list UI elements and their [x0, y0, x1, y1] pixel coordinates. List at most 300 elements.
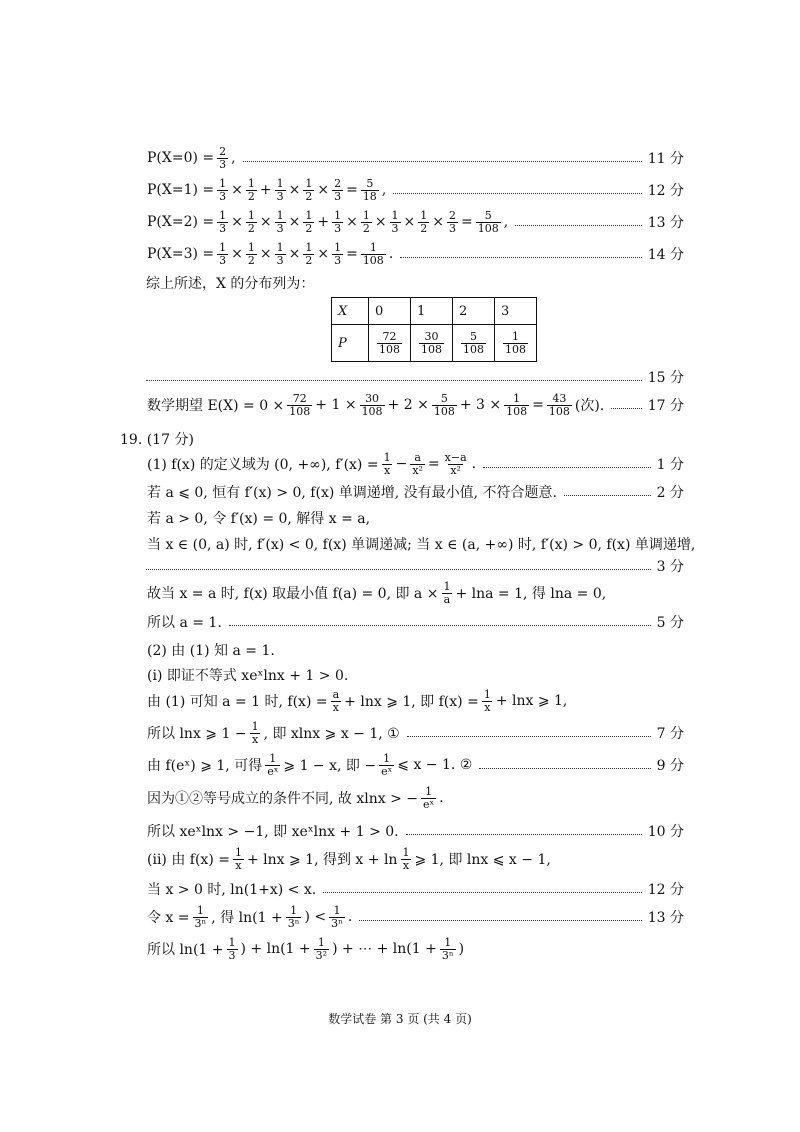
text-run: P(X=2) =: [147, 214, 215, 230]
expression: [146, 242, 394, 266]
fraction: [329, 905, 345, 929]
probability-line: [146, 209, 684, 235]
question-19-heading: 19. (17 分): [120, 432, 194, 448]
denominator: 3: [276, 189, 284, 203]
numerator: 1: [317, 935, 325, 949]
denominator: x²: [412, 463, 423, 477]
numerator: 1: [334, 240, 342, 254]
table-prob-row: [332, 325, 537, 362]
expression: [146, 847, 552, 871]
denominator: 3: [449, 221, 457, 235]
expression: [146, 178, 387, 202]
text-run: ) + ⋯ + ln(1 +: [332, 941, 437, 957]
text-run: ⩾ 1 − x, 即 −: [283, 758, 377, 774]
expression: [146, 786, 445, 810]
numerator: 1: [276, 240, 284, 254]
leader-dots: [323, 892, 642, 893]
fraction: [360, 393, 385, 417]
denominator: 3ⁿ: [331, 916, 343, 930]
numerator: 2: [219, 144, 227, 158]
text-run: 所以 ln(1 +: [147, 942, 224, 958]
text-run: ×: [432, 214, 445, 230]
solution-line: [146, 720, 684, 746]
text-run: 若 a > 0, 令 f′(x) = 0, 解得 x = a,: [147, 511, 371, 527]
denominator: x: [402, 858, 410, 872]
solution-line: [146, 936, 684, 962]
numerator: 1: [512, 329, 519, 343]
text-run: .: [471, 456, 477, 472]
fraction: [275, 210, 286, 234]
text-run: (ⅱ) 由 f(x) =: [147, 852, 230, 868]
text-run: ×: [288, 214, 301, 230]
numerator: 1: [269, 751, 277, 765]
numerator: 1: [383, 450, 391, 464]
text-run: ×: [231, 182, 243, 198]
text-run: (1) f(x) 的定义域为 (0, +∞), f′(x) =: [147, 457, 379, 473]
denominator: 3: [276, 221, 284, 235]
denominator: 3: [219, 221, 227, 235]
expression: [146, 937, 465, 961]
denominator: x: [235, 858, 242, 872]
numerator: 1: [305, 240, 313, 254]
expression: [146, 581, 607, 605]
score-label: 11 分: [647, 151, 684, 167]
score-label: 13 分: [647, 910, 684, 926]
numerator: 5: [440, 391, 448, 405]
text-run: 由 (1) 可知 a = 1 时, f(x) =: [147, 694, 328, 710]
denominator: 2: [305, 253, 313, 267]
fraction: [482, 689, 493, 713]
text-run: + 2 ×: [387, 397, 429, 413]
fraction: [476, 210, 501, 234]
expression: [146, 689, 568, 713]
numerator: 1: [383, 751, 391, 765]
leader-dots: [400, 257, 641, 258]
table-cell: 2: [453, 298, 495, 325]
leader-dots: [359, 920, 641, 921]
denominator: 108: [505, 342, 526, 356]
solution-line: [146, 451, 684, 477]
fraction: [193, 905, 209, 929]
text-run: ×: [374, 214, 387, 230]
text-run: +: [259, 182, 272, 198]
numerator: 30: [365, 391, 380, 405]
text-run: 所以 lnx ⩾ 1 −: [147, 726, 247, 742]
fraction: [275, 178, 286, 202]
solution-line: [146, 688, 684, 714]
score-label: 1 分: [656, 457, 684, 473]
text-run: ⩾ 1, 即 lnx ⩽ x − 1,: [414, 852, 551, 868]
score-label: 9 分: [656, 758, 684, 774]
fraction: [303, 242, 314, 266]
text-run: (次).: [574, 398, 605, 414]
leader-dots: [406, 834, 642, 835]
fraction: [382, 452, 393, 476]
fraction: [303, 210, 314, 234]
leader-dots: [407, 736, 651, 737]
leader-dots: [479, 768, 650, 769]
denominator: 108: [506, 404, 528, 418]
fraction: [331, 689, 342, 713]
expression: [146, 452, 477, 476]
numerator: 1: [369, 240, 377, 254]
score-label: 14 分: [647, 247, 684, 263]
text-run: .: [439, 790, 444, 806]
table-cell: [495, 325, 537, 362]
numerator: 2: [334, 176, 342, 190]
numerator: 1: [391, 208, 399, 222]
numerator: a: [332, 687, 340, 701]
expression: [146, 821, 400, 841]
fraction: [379, 753, 394, 777]
fraction: [503, 331, 528, 355]
text-run: ×: [231, 246, 243, 262]
text-run: =: [346, 246, 358, 262]
text-run: (i) 即证不等式 xeˣlnx + 1 > 0.: [147, 668, 349, 684]
fraction: [246, 210, 257, 234]
denominator: eˣ: [267, 764, 279, 778]
leader-dots: [393, 193, 641, 194]
numerator: 1: [219, 240, 227, 254]
expression: [146, 146, 237, 170]
text-run: 由 f(eˣ) ⩾ 1, 可得: [147, 758, 263, 774]
denominator: 108: [463, 342, 484, 356]
score-label: 15 分: [647, 370, 684, 386]
leader-dots: [515, 225, 642, 226]
text-run: =: [427, 456, 440, 472]
numerator: 1: [228, 935, 236, 949]
expectation-line: [146, 392, 684, 418]
denominator: 2: [362, 221, 370, 235]
text-run: P(X=0) =: [147, 150, 215, 166]
numerator: 1: [420, 208, 428, 222]
denominator: 3: [334, 253, 342, 267]
solution-line: [146, 609, 684, 635]
fraction: [461, 331, 486, 355]
text-run: =: [346, 182, 358, 198]
fraction: [421, 786, 436, 810]
solution-line: [146, 785, 684, 811]
fraction: [217, 242, 228, 266]
numerator: 2: [449, 208, 457, 222]
expression: [146, 665, 349, 685]
text-run: ×: [317, 246, 330, 262]
leader-dots: [229, 625, 651, 626]
denominator: x: [484, 700, 491, 714]
table-cell: 3: [495, 298, 537, 325]
text-run: 所以 xeˣlnx > −1, 即 xeˣlnx + 1 > 0.: [147, 824, 399, 840]
score-label: 7 分: [656, 726, 684, 742]
text-run: ×: [403, 214, 416, 230]
text-run: P(X=1) =: [147, 182, 215, 198]
text-run: ×: [231, 214, 243, 230]
score-label: 2 分: [656, 485, 684, 501]
fraction: [361, 210, 372, 234]
text-run: 数学期望 E(X) = 0 ×: [147, 398, 285, 414]
solution-line: [146, 876, 684, 902]
fraction: [418, 210, 429, 234]
fraction: [377, 331, 402, 355]
denominator: 108: [361, 404, 383, 418]
fraction: [504, 393, 529, 417]
score-label: 13 分: [647, 215, 684, 231]
numerator: 1: [333, 903, 341, 917]
text-run: + 3 ×: [459, 397, 502, 413]
fraction: [410, 452, 425, 476]
fraction: [227, 937, 238, 961]
text-run: P(X=3) =: [147, 246, 215, 262]
text-run: + lnx ⩾ 1,: [495, 693, 568, 709]
denominator: 3: [391, 221, 399, 235]
table-header-row: [332, 298, 537, 325]
fraction: [332, 242, 343, 266]
text-run: ×: [259, 246, 272, 262]
table-cell: 1: [411, 298, 453, 325]
denominator: 2: [305, 221, 313, 235]
leader-dots: [483, 467, 651, 468]
solution-line: [146, 846, 684, 872]
numerator: 1: [402, 845, 410, 859]
expression: [146, 753, 473, 777]
denominator: 3: [219, 253, 227, 267]
text-run: ×: [288, 182, 301, 198]
fraction: [303, 178, 314, 202]
probability-line: [146, 177, 684, 203]
numerator: x−a: [444, 450, 467, 464]
text-run: ) <: [304, 909, 327, 925]
text-run: .: [347, 909, 353, 925]
expression: [146, 210, 509, 234]
expression: [146, 721, 401, 745]
denominator: a: [443, 592, 451, 606]
numerator: 5: [484, 208, 492, 222]
denominator: x: [383, 463, 391, 477]
numerator: 43: [552, 391, 567, 405]
summary-line: [146, 270, 684, 296]
denominator: 108: [477, 221, 499, 235]
fraction: [443, 452, 469, 476]
table-cell: X: [332, 298, 369, 325]
expression: [146, 879, 317, 899]
table-cell: 0: [369, 298, 411, 325]
score-line-15: [146, 364, 684, 390]
numerator: 1: [362, 208, 370, 222]
numerator: 1: [425, 784, 433, 798]
expression: [146, 508, 371, 528]
numerator: 1: [196, 903, 204, 917]
fraction: [361, 242, 386, 266]
denominator: 3: [228, 948, 236, 962]
numerator: 1: [513, 391, 521, 405]
denominator: 3: [219, 157, 227, 171]
numerator: 1: [234, 845, 242, 859]
text-run: (2) 由 (1) 知 a = 1.: [147, 643, 275, 659]
fraction: [400, 847, 411, 871]
leader-dots: [146, 380, 642, 381]
denominator: x²: [450, 463, 461, 477]
text-run: =: [532, 397, 544, 413]
denominator: 3ⁿ: [441, 948, 454, 962]
numerator: 5: [366, 176, 374, 190]
denominator: eˣ: [423, 797, 435, 811]
expression: [146, 905, 353, 929]
expression: [146, 612, 223, 632]
text-run: .: [388, 246, 394, 262]
denominator: 3ⁿ: [194, 916, 207, 930]
numerator: 1: [219, 208, 227, 222]
expression: [146, 393, 605, 417]
text-run: 当 x ∈ (0, a) 时, f′(x) < 0, f(x) 单调递减; 当 x ∈ (a, +∞) 时, f′(x) > 0, f(x) 单调递增,: [147, 537, 696, 553]
fraction: [286, 905, 302, 929]
fraction: [246, 242, 257, 266]
distribution-table: [331, 297, 537, 362]
numerator: 1: [483, 687, 491, 701]
denominator: 2: [420, 221, 428, 235]
numerator: 1: [247, 208, 255, 222]
numerator: 30: [424, 329, 439, 343]
numerator: 72: [382, 329, 397, 343]
text-run: , 即 xlnx ⩾ x − 1, ①: [263, 726, 400, 742]
fraction: [432, 393, 457, 417]
numerator: 1: [247, 176, 255, 190]
text-run: + 1 ×: [315, 397, 357, 413]
numerator: 1: [247, 240, 255, 254]
fraction: [275, 242, 286, 266]
numerator: 1: [305, 208, 313, 222]
fraction: [447, 210, 458, 234]
text-run: ,: [503, 214, 509, 230]
table-cell: [369, 325, 411, 362]
denominator: 3ⁿ: [287, 916, 300, 930]
numerator: 1: [290, 903, 298, 917]
denominator: 108: [362, 253, 384, 267]
text-run: =: [461, 214, 473, 230]
fraction: [250, 721, 261, 745]
denominator: 108: [379, 342, 400, 356]
score-label: 12 分: [647, 882, 684, 898]
score-label: 12 分: [647, 183, 684, 199]
fraction: [390, 210, 401, 234]
denominator: 108: [548, 404, 570, 418]
denominator: 3: [334, 221, 342, 235]
fraction: [246, 178, 257, 202]
denominator: 2: [247, 189, 255, 203]
text-run: ×: [288, 246, 301, 262]
numerator: 1: [219, 176, 227, 190]
probability-line: [146, 145, 684, 171]
text-run: 若 a ⩽ 0, 恒有 f′(x) > 0, f(x) 单调递增, 没有最小值, 不符合题意.: [147, 485, 558, 501]
text-run: ,: [231, 150, 236, 166]
fraction: [217, 146, 228, 170]
text-run: ×: [346, 214, 358, 230]
numerator: 1: [443, 579, 451, 593]
numerator: 1: [305, 176, 313, 190]
denominator: 3²: [315, 948, 328, 962]
solution-line: [146, 580, 684, 606]
numerator: 1: [444, 935, 452, 949]
numerator: 72: [292, 391, 307, 405]
fraction: [332, 210, 343, 234]
numerator: 1: [251, 719, 259, 733]
denominator: 3: [219, 189, 227, 203]
expression: [146, 482, 558, 502]
numerator: 1: [276, 176, 284, 190]
score-label: 17 分: [647, 398, 684, 414]
fraction: [217, 210, 228, 234]
solution-line: [146, 818, 684, 844]
text-run: +: [317, 214, 330, 230]
denominator: 3: [334, 189, 342, 203]
text-run: + lna = 1, 得 lna = 0,: [455, 586, 607, 602]
fraction: [361, 178, 379, 202]
numerator: 5: [470, 329, 477, 343]
solution-line: [146, 752, 684, 778]
solution-line: [146, 553, 684, 579]
denominator: eˣ: [381, 764, 393, 778]
fraction: [547, 393, 572, 417]
leader-dots: [611, 408, 642, 409]
denominator: x: [332, 700, 339, 714]
text-run: 因为①②等号成立的条件不同, 故 xlnx > −: [147, 791, 418, 807]
text-run: , 得 ln(1 +: [211, 910, 283, 926]
score-label: 3 分: [656, 559, 684, 575]
solution-line: [146, 637, 684, 663]
text-run: ,: [381, 182, 387, 198]
text-run: 当 x > 0 时, ln(1+x) < x.: [147, 882, 317, 898]
text-run: ) + ln(1 +: [240, 941, 311, 957]
text-run: ×: [259, 214, 272, 230]
text-run: ×: [317, 182, 330, 198]
text-run: 令 x =: [147, 910, 190, 926]
numerator: 1: [276, 208, 284, 222]
summary-text: 综上所述，X 的分布列为：: [146, 276, 315, 292]
score-label: 10 分: [647, 824, 684, 840]
denominator: 2: [247, 221, 255, 235]
table-cell: P: [332, 325, 369, 362]
text-run: + lnx ⩾ 1, 即 f(x) =: [344, 694, 479, 710]
denominator: x: [251, 732, 259, 746]
solution-line: [146, 662, 684, 688]
solution-line: [146, 904, 684, 930]
numerator: a: [414, 450, 421, 464]
denominator: 2: [305, 189, 313, 203]
denominator: 108: [433, 404, 455, 418]
text-run: −: [395, 456, 408, 472]
fraction: [419, 331, 444, 355]
score-label: 5 分: [656, 615, 684, 631]
denominator: 108: [289, 404, 311, 418]
fraction: [287, 393, 312, 417]
fraction: [233, 847, 244, 871]
denominator: 108: [421, 342, 442, 356]
expression: [146, 640, 276, 660]
fraction: [217, 178, 228, 202]
leader-dots: [243, 161, 642, 162]
text-run: 故当 x = a 时, f(x) 取最小值 f(a) = 0, 即 a ×: [147, 586, 439, 602]
denominator: 18: [362, 189, 377, 203]
leader-dots: [146, 569, 651, 570]
fraction: [314, 937, 329, 961]
solution-line: [146, 505, 684, 531]
text-run: ): [458, 941, 465, 957]
numerator: 1: [334, 208, 342, 222]
denominator: 3: [276, 253, 284, 267]
text-run: ⩽ x − 1. ②: [397, 757, 473, 773]
solution-line: [146, 479, 684, 505]
text-run: + lnx ⩾ 1, 得到 x + ln: [246, 852, 398, 868]
fraction: [440, 937, 456, 961]
page-footer: 数学试卷 第 3 页 (共 4 页): [328, 1012, 472, 1026]
